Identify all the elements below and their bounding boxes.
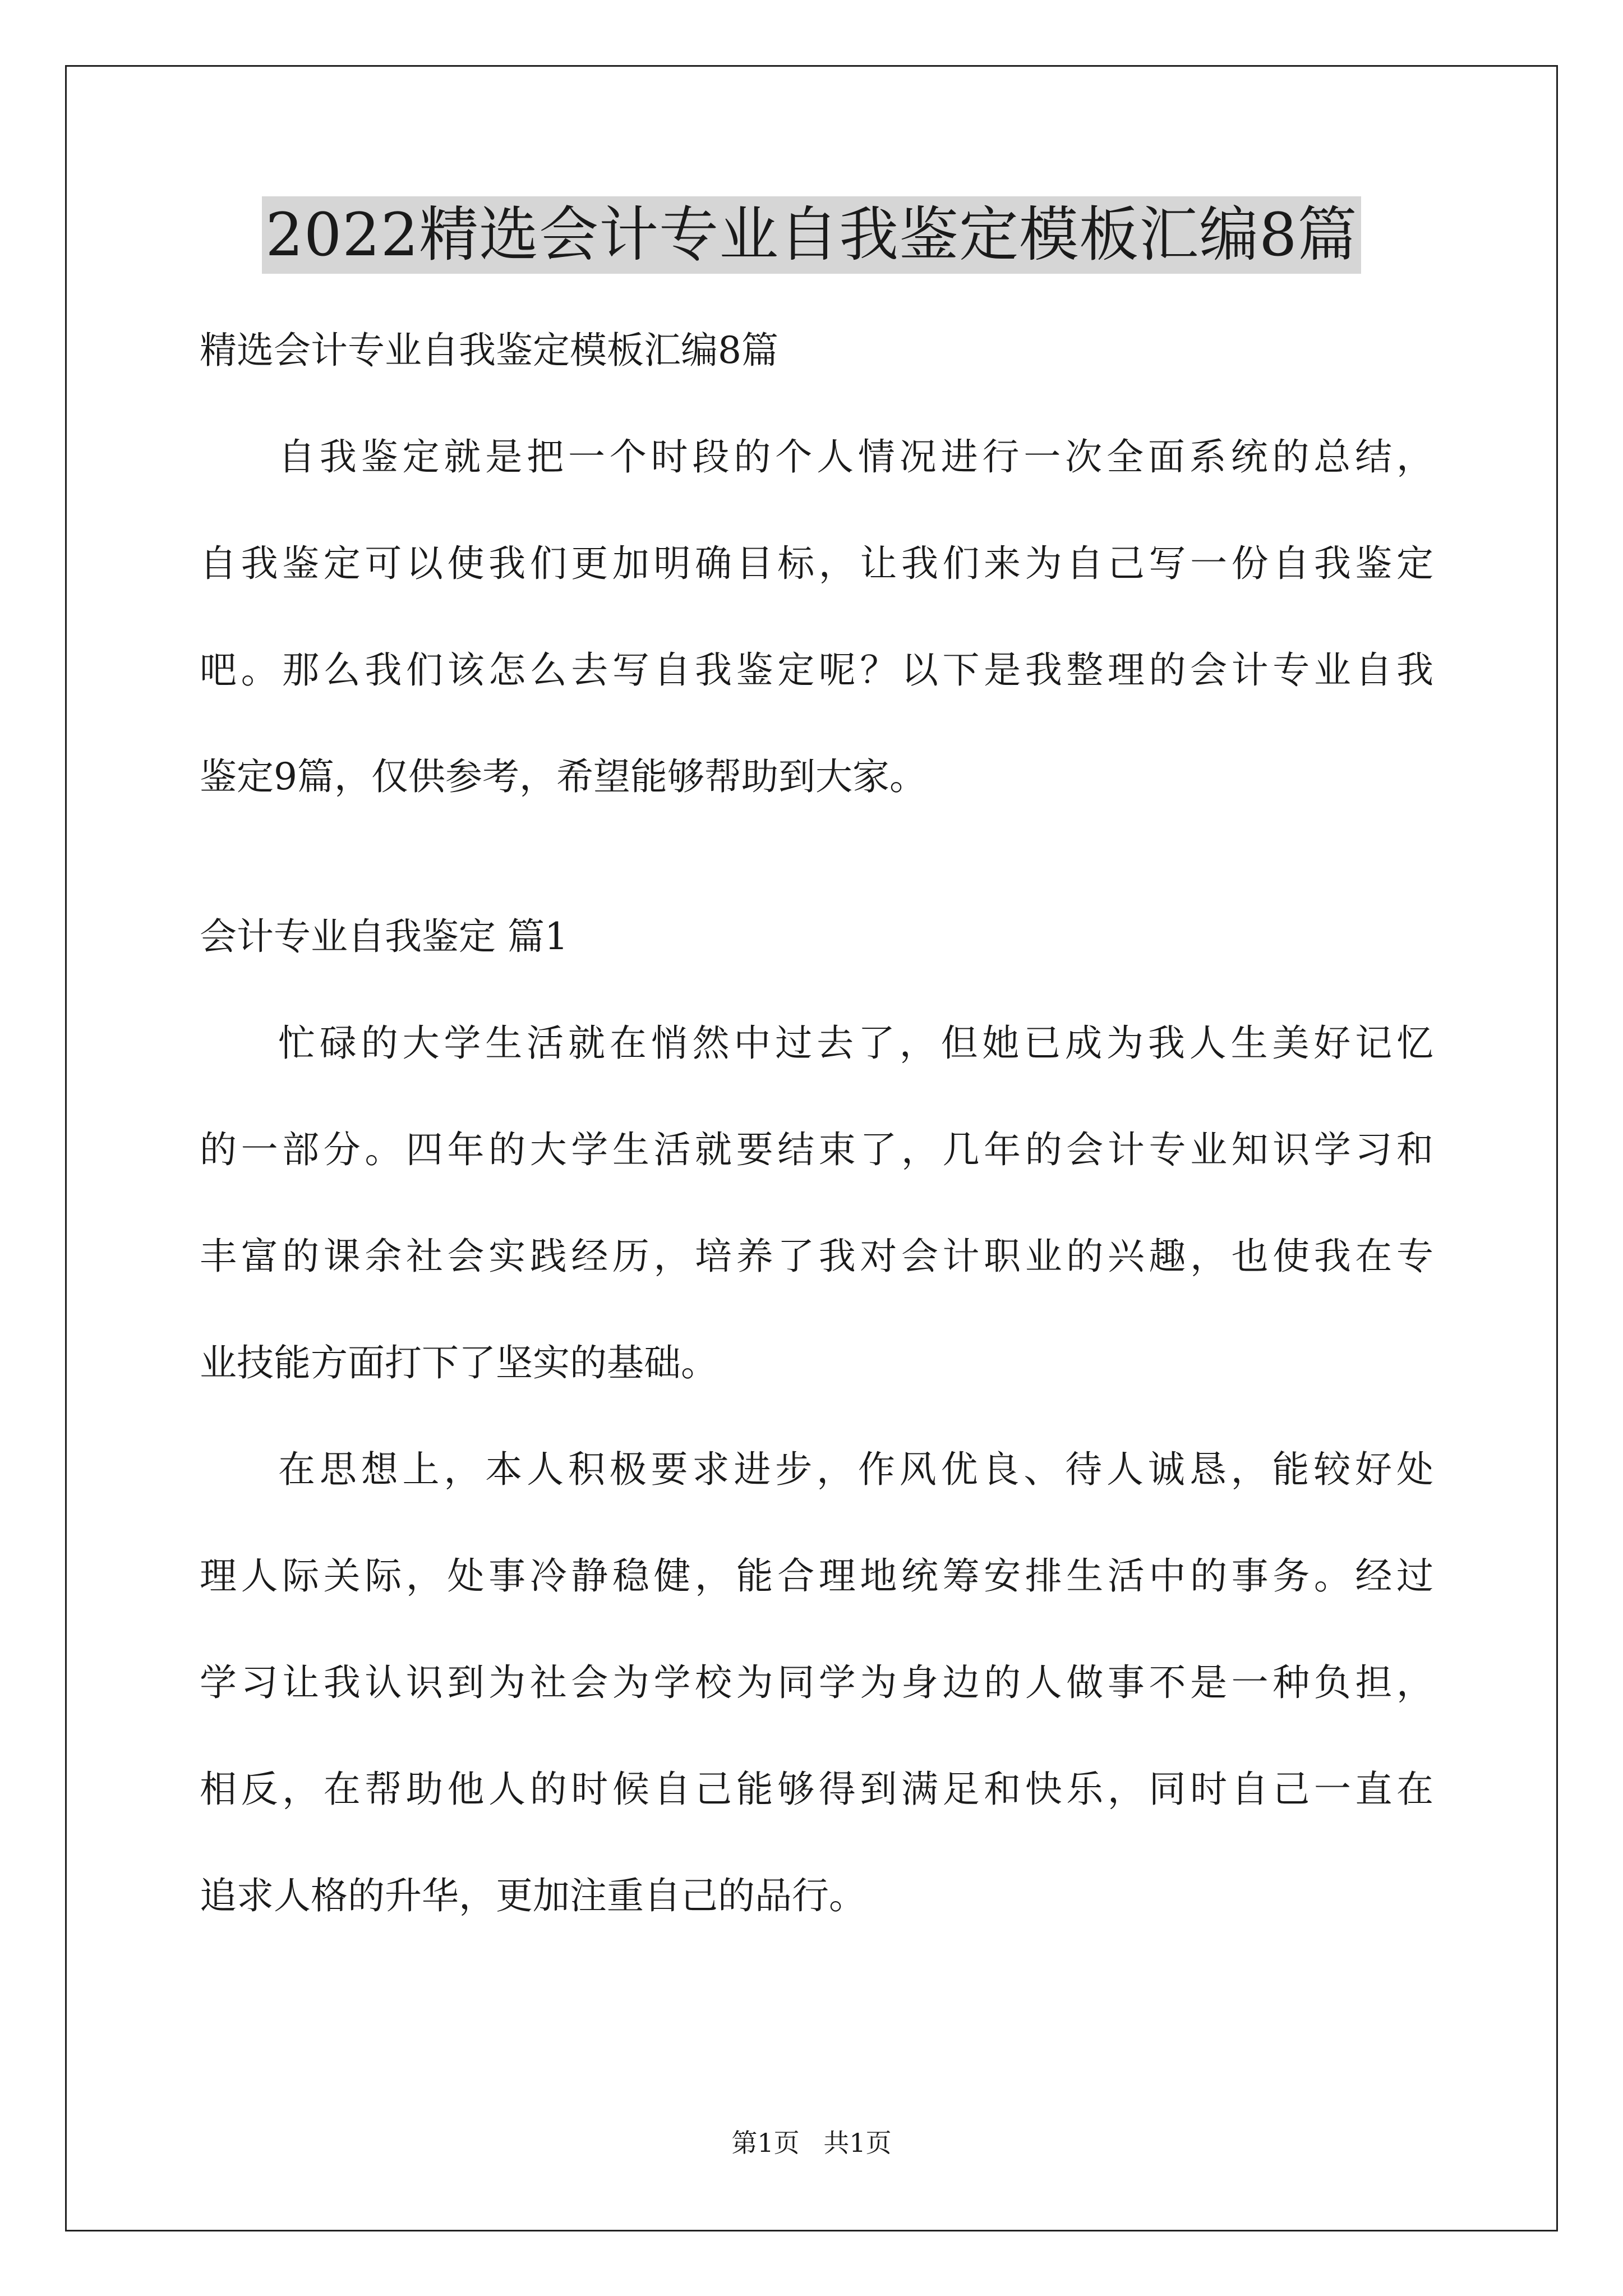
paragraph-line: 丰富的课余社会实践经历，培养了我对会计职业的兴趣，也使我在专 bbox=[200, 1235, 1433, 1278]
paragraph-line: 追求人格的升华，更加注重自己的品行。 bbox=[200, 1874, 866, 1917]
paragraph-1 bbox=[200, 990, 1433, 1416]
section-spacer bbox=[200, 830, 1433, 884]
intro-line: 鉴定9篇，仅供参考，希望能够帮助到大家。 bbox=[200, 755, 926, 798]
document-title: 2022精选会计专业自我鉴定模板汇编8篇 bbox=[262, 196, 1361, 274]
title-container bbox=[0, 196, 1623, 274]
intro-paragraph bbox=[200, 404, 1433, 830]
paragraph-line: 相反，在帮助他人的时候自己能够得到满足和快乐，同时自己一直在 bbox=[200, 1768, 1433, 1811]
paragraph-line: 的一部分。四年的大学生活就要结束了，几年的会计专业知识学习和 bbox=[200, 1128, 1433, 1171]
intro-line: 自我鉴定就是把一个时段的个人情况进行一次全面系统的总结， bbox=[278, 435, 1433, 478]
page-total: 共1页 bbox=[823, 2128, 892, 2158]
page-number: 第1页 bbox=[731, 2128, 800, 2158]
paragraph-line: 在思想上，本人积极要求进步，作风优良、待人诚恳，能较好处 bbox=[278, 1448, 1433, 1491]
section-heading: 会计专业自我鉴定 篇1 bbox=[200, 915, 568, 958]
document-subtitle: 精选会计专业自我鉴定模板汇编8篇 bbox=[200, 329, 778, 372]
paragraph-line: 忙碌的大学生活就在悄然中过去了，但她已成为我人生美好记忆 bbox=[278, 1022, 1433, 1065]
paragraph-line: 学习让我认识到为社会为学校为同学为身边的人做事不是一种负担， bbox=[200, 1661, 1433, 1704]
paragraph-line: 理人际关际，处事冷静稳健，能合理地统筹安排生活中的事务。经过 bbox=[200, 1554, 1433, 1598]
intro-line: 自我鉴定可以使我们更加明确目标，让我们来为自己写一份自我鉴定 bbox=[200, 542, 1433, 585]
paragraph-2 bbox=[200, 1416, 1433, 1949]
document-body bbox=[200, 297, 1433, 1949]
page-footer bbox=[0, 2126, 1623, 2160]
intro-line: 吧。那么我们该怎么去写自我鉴定呢？以下是我整理的会计专业自我 bbox=[200, 648, 1433, 692]
paragraph-line: 业技能方面打下了坚实的基础。 bbox=[200, 1341, 718, 1384]
